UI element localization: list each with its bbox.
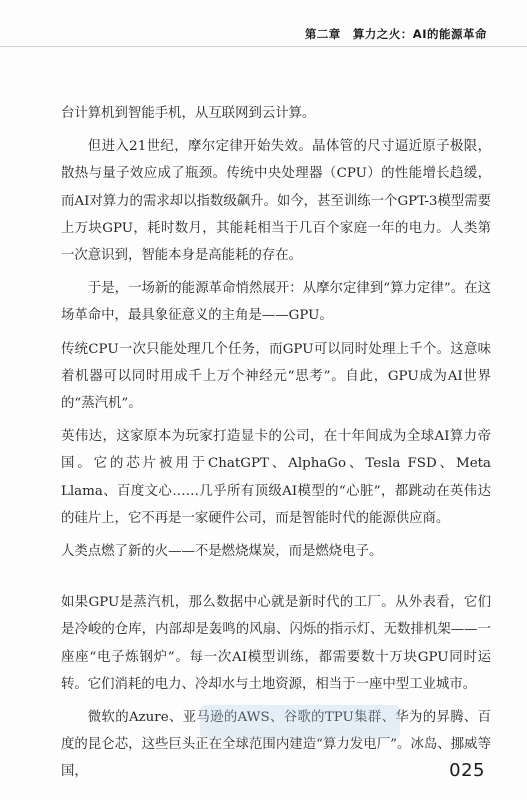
paragraph: 人类点燃了新的火——不是燃烧煤炭，而是燃烧电子。 — [61, 544, 383, 560]
running-header — [305, 26, 487, 42]
paragraph: 台计算机到智能手机，从互联网到云计算。 — [61, 106, 316, 121]
paragraph: 微软的Azure、亚马逊的AWS、谷歌的TPU集群、华为的昇腾、百度的昆仑芯，这些巨头正在全球范围内建造“算力发电厂”。冰岛、挪威等国， — [61, 710, 491, 780]
body-text — [61, 100, 491, 792]
chapter-label: 第二章 — [304, 27, 341, 41]
header-divider — [0, 46, 527, 47]
paragraph: 于是，一场新的能源革命悄然展开：从摩尔定律到“算力定律”。在这场革命中，最具象征意义的主角是——GPU。 — [61, 281, 491, 324]
chapter-title: 算力之火：AI的能源革命 — [352, 27, 487, 41]
paragraph: 但进入21世纪，摩尔定律开始失效。晶体管的尺寸逼近原子极限，散热与量子效应成了瓶颈。传统中央处理器（CPU）的性能增长趋缓，而AI对算力的需求却以指数级飙升。如今，甚至训练一个GPT-3模型需要上万块GPU，耗时数月，其能耗相当于几百个家庭一年的电力。人类第一次意识到，智能本身是高能耗的存在。 — [61, 139, 491, 264]
page-number: 025 — [449, 760, 485, 781]
paragraph: 传统CPU一次只能处理几个任务，而GPU可以同时处理上千个。这意味着机器可以同时用成千上万个神经元“思考”。自此，GPU成为AI世界的“蒸汽机”。 — [61, 341, 491, 412]
paragraph: 英伟达，这家原本为玩家打造显卡的公司，在十年间成为全球AI算力帝国。它的芯片被用于ChatGPT、AlphaGo、Tesla FSD、Meta Llama、百度文心……几乎所有顶级AI模型的“心脏”，都跳动在英伟达的硅片上，它不再是一家硬件公司，而是智能时代的能源供应商。 — [61, 429, 491, 526]
paragraph: 如果GPU是蒸汽机，那么数据中心就是新时代的工厂。从外表看，它们是冷峻的仓库，内部却是轰鸣的风扇、闪烁的指示灯、无数排机架——一座座“电子炼钢炉”。每一次AI模型训练，都需要数十万块GPU同时运转。它们消耗的电力、冷却水与土地资源，相当于一座中型工业城市。 — [61, 595, 491, 692]
